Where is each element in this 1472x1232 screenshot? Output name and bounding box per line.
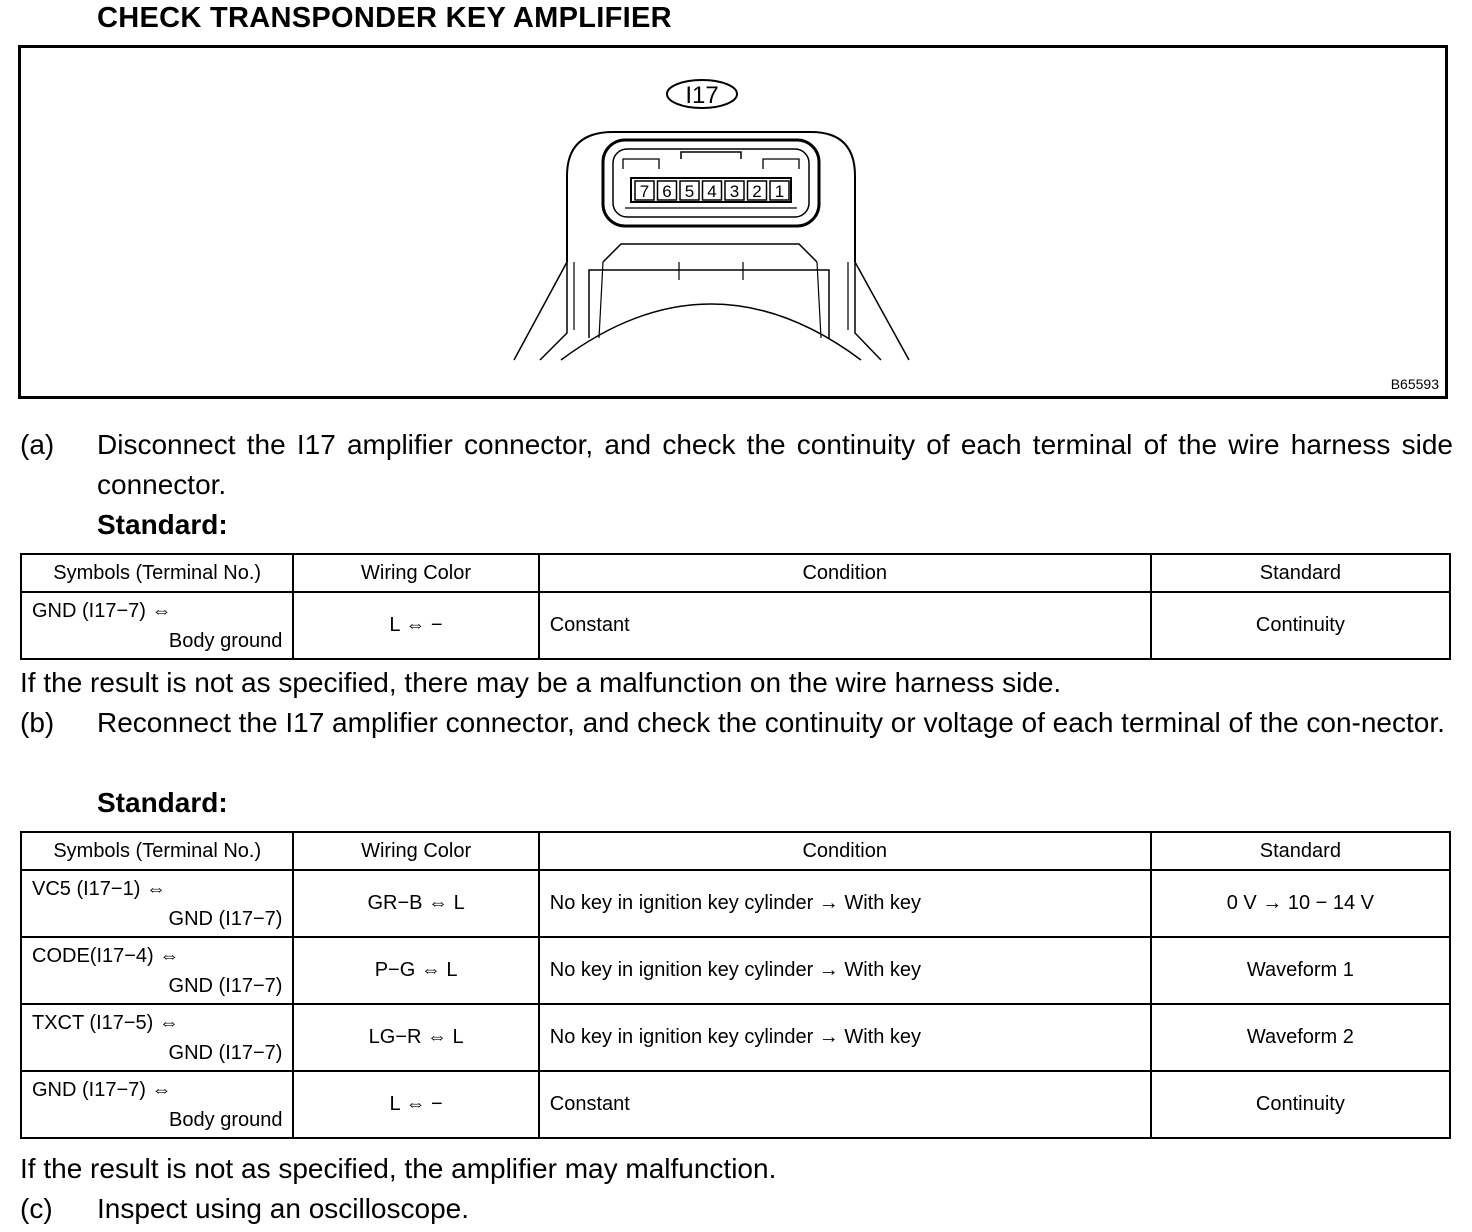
result-b-text: If the result is not as specified, the amplifier may malfunction. <box>20 1153 777 1184</box>
header-standard: Standard <box>1151 832 1450 870</box>
pin-number: 3 <box>729 182 740 201</box>
cell-condition: Constant <box>539 1071 1151 1138</box>
cell-wiring-color: L ⇔ − <box>293 1071 538 1138</box>
cell-condition: No key in ignition key cylinder → With key <box>539 1004 1151 1071</box>
table-row <box>21 937 1450 1004</box>
pin-number: 1 <box>774 182 785 201</box>
step-c-text: Inspect using an oscilloscope. <box>97 1193 469 1224</box>
connector-latch <box>681 152 741 159</box>
pin-number: 7 <box>639 182 650 201</box>
cell-standard: Waveform 2 <box>1151 1004 1450 1071</box>
page-title: CHECK TRANSPONDER KEY AMPLIFIER <box>97 2 672 34</box>
pin-number: 4 <box>707 182 717 201</box>
table-row <box>21 870 1450 937</box>
table-row <box>21 592 1450 659</box>
step-c-letter: (c) <box>20 1193 53 1224</box>
step-b-standard-label: Standard: <box>97 787 228 818</box>
cell-symbol: VC5 (I17−1) ⇔ GND (I17−7) <box>21 870 293 937</box>
table-header-row <box>21 554 1450 592</box>
cell-wiring-color: GR−B ⇔ L <box>293 870 538 937</box>
cell-condition: Constant <box>539 592 1151 659</box>
header-symbols: Symbols (Terminal No.) <box>21 554 293 592</box>
spec-table-a <box>20 553 1451 660</box>
step-a-text: Disconnect the I17 amplifier connector, and check the continuity of each terminal of the wire harness side connector. <box>97 429 1453 500</box>
table-row <box>21 1071 1450 1138</box>
step-a-standard-label: Standard: <box>97 509 228 540</box>
pin-number: 6 <box>662 182 672 201</box>
result-a-text: If the result is not as specified, there may be a malfunction on the wire harness side. <box>20 667 1062 698</box>
cell-symbol: CODE(I17−4) ⇔ GND (I17−7) <box>21 937 293 1004</box>
cell-symbol: GND (I17−7) ⇔ Body ground <box>21 1071 293 1138</box>
cell-condition: No key in ignition key cylinder → With key <box>539 937 1151 1004</box>
header-symbols: Symbols (Terminal No.) <box>21 832 293 870</box>
cell-standard: Continuity <box>1151 592 1450 659</box>
header-wiring-color: Wiring Color <box>293 832 538 870</box>
cell-symbol: TXCT (I17−5) ⇔ GND (I17−7) <box>21 1004 293 1071</box>
table-row <box>21 1004 1450 1071</box>
cell-wiring-color: LG−R ⇔ L <box>293 1004 538 1071</box>
pin-number: 5 <box>684 182 695 201</box>
connector-figure <box>18 45 1448 399</box>
cell-standard: 0 V → 10 − 14 V <box>1151 870 1450 937</box>
header-condition: Condition <box>539 554 1151 592</box>
header-condition: Condition <box>539 832 1151 870</box>
spec-table-b <box>20 831 1451 1139</box>
cell-wiring-color: L ⇔ − <box>293 592 538 659</box>
step-b-letter: (b) <box>20 707 55 738</box>
step-a-letter: (a) <box>20 429 55 460</box>
header-wiring-color: Wiring Color <box>293 554 538 592</box>
connector-label-text: I17 <box>685 82 719 109</box>
step-b-text: Reconnect the I17 amplifier connector, and check the continuity or voltage of each terminal of the con-nector. <box>97 707 1445 738</box>
cell-standard: Waveform 1 <box>1151 937 1450 1004</box>
cell-symbol: GND (I17−7) ⇔ Body ground <box>21 592 293 659</box>
cell-wiring-color: P−G ⇔ L <box>293 937 538 1004</box>
figure-id: B65593 <box>1390 376 1439 392</box>
cell-condition: No key in ignition key cylinder → With key <box>539 870 1151 937</box>
pin-number: 2 <box>752 182 762 201</box>
header-standard: Standard <box>1151 554 1450 592</box>
cell-standard: Continuity <box>1151 1071 1450 1138</box>
connector-diagram <box>21 48 1445 396</box>
table-header-row <box>21 832 1450 870</box>
